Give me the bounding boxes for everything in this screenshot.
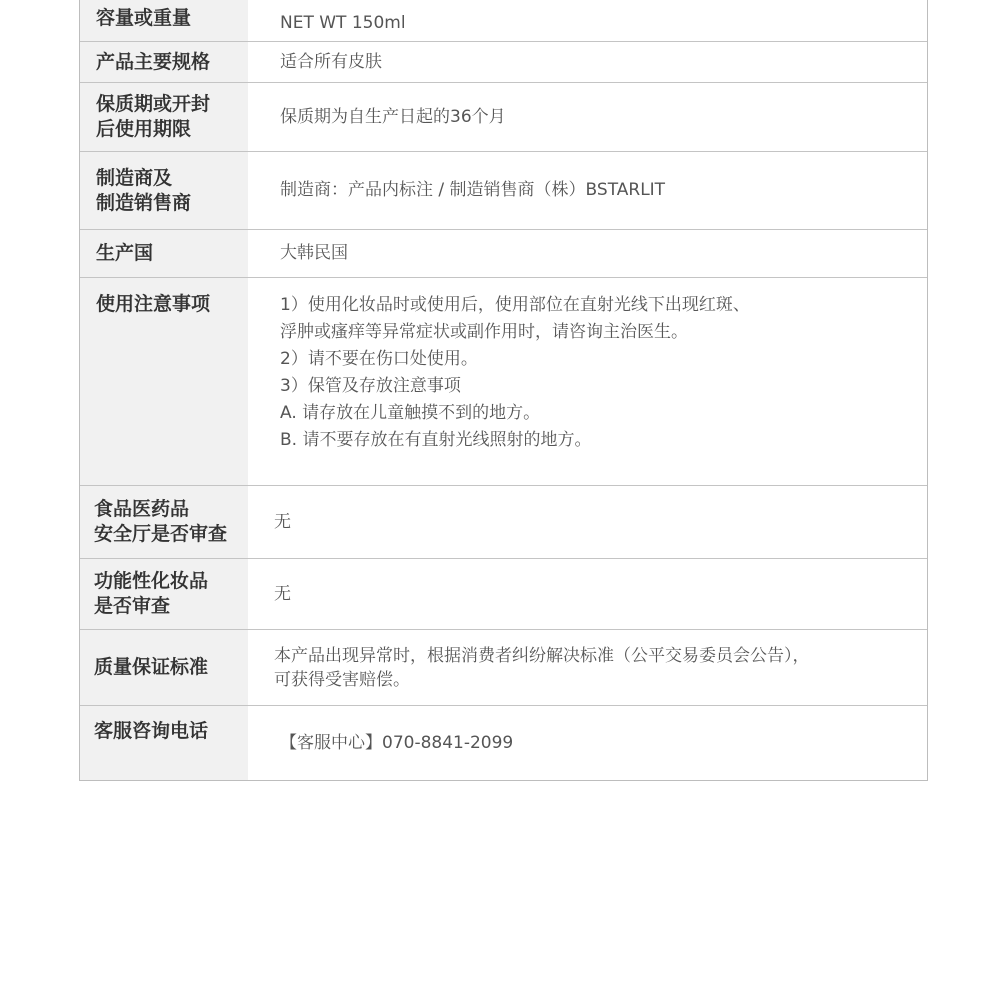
row-value: 大韩民国 [280,243,348,263]
row-label: 保质期或开封 后使用期限 [80,83,248,151]
product-info-table [79,0,928,781]
row-label: 容量或重量 [80,0,248,41]
row-label: 功能性化妆品 是否审查 [80,559,248,629]
table-row-precautions [80,278,927,486]
table-row-origin [80,230,927,278]
row-label: 生产国 [80,230,248,277]
row-value: 制造商：产品内标注 / 制造销售商（株）BSTARLIT [280,180,666,200]
row-value: 1）使用化妆品时或使用后，使用部位在直射光线下出现红斑、 浮肿或瘙痒等异常症状或副作用时，请咨询主治医生。 2）请不要在伤口处使用。 3）保管及存放注意事项 A. 请存放在儿童触摸不到的地方。 B. 请不要存放在有直射光线照射的地方。 [280,295,750,450]
row-label: 使用注意事项 [80,278,248,485]
row-value: 适合所有皮肤 [280,51,382,72]
table-row-shelf-life [80,83,927,152]
row-value: 无 [274,511,291,532]
table-row-customer-service [80,706,927,780]
row-value: NET WT 150ml [280,13,406,33]
row-value: 【客服中心】070-8841-2099 [280,732,514,753]
table-row-volume [80,0,927,42]
row-value: 无 [274,583,291,604]
table-row-manufacturer [80,152,927,230]
row-label: 产品主要规格 [80,42,248,82]
table-row-quality-guarantee [80,630,927,706]
row-value: 本产品出现异常时，根据消费者纠纷解决标准（公平交易委员会公告）， 可获得受害赔偿。 [274,645,810,690]
row-label: 质量保证标准 [80,630,248,705]
table-row-functional-review [80,559,927,630]
table-row-mfds-review [80,486,927,559]
table-row-spec [80,42,927,83]
row-label: 食品医药品 安全厅是否审查 [80,486,248,558]
row-label: 制造商及 制造销售商 [80,152,248,229]
row-label: 客服咨询电话 [80,706,248,780]
row-value: 保质期为自生产日起的36个月 [280,106,506,127]
